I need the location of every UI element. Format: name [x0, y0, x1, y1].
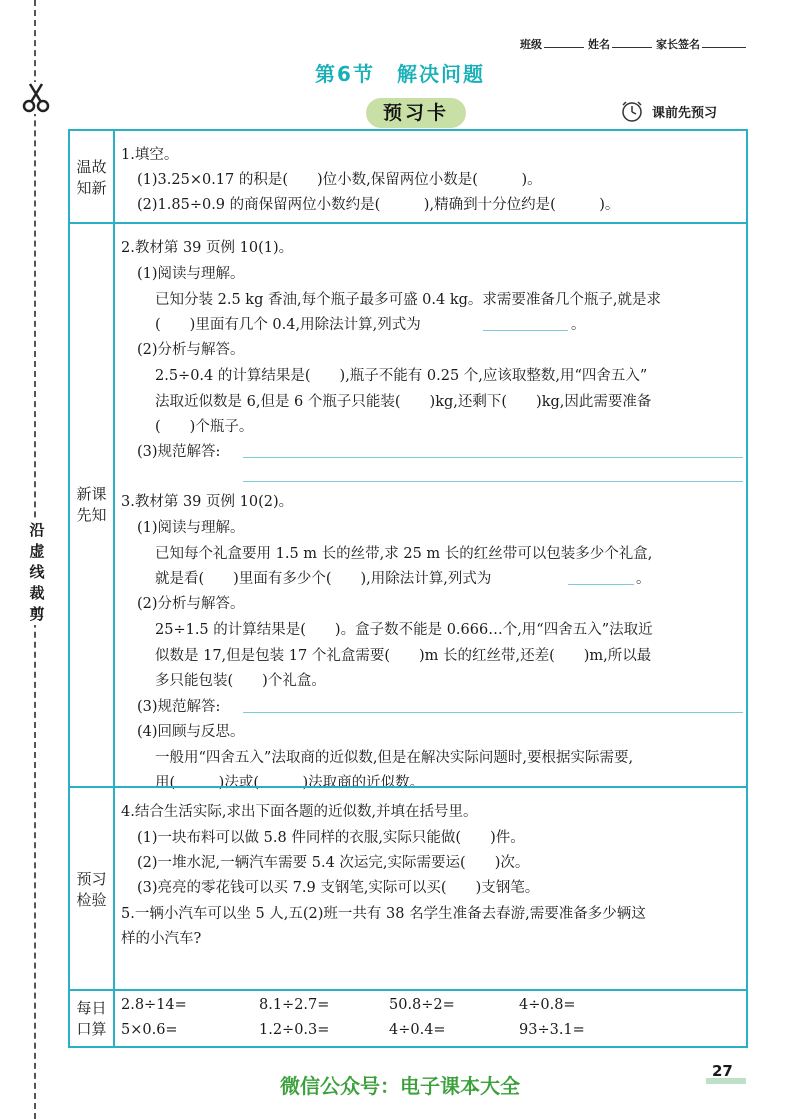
wechat-footer: 微信公众号：电子课本大全 — [280, 1074, 520, 1098]
arithmetic-problem: 8.1÷2.7= — [259, 997, 330, 1013]
exercise-table — [68, 129, 748, 1048]
new-line: 就是看( )里面有多少个( ),用除法计算,列式为 — [155, 571, 492, 587]
parent-signature-label: 家长签名 — [656, 38, 700, 51]
preview-line: (3)亮亮的零花钱可以买 7.9 支钢笔,实际可以买( )支钢笔。 — [137, 880, 540, 896]
arithmetic-problem: 4÷0.4= — [389, 1022, 446, 1038]
answer-line[interactable] — [568, 584, 634, 585]
arithmetic-problem: 50.8÷2= — [389, 997, 455, 1013]
new-line: 。 — [571, 317, 586, 333]
arithmetic-problem: 5×0.6= — [121, 1022, 178, 1038]
answer-line[interactable] — [483, 330, 568, 331]
preview-line: 4.结合生活实际,求出下面各题的近似数,并填在括号里。 — [121, 804, 478, 820]
arithmetic-problem: 1.2÷0.3= — [259, 1022, 330, 1038]
parent-signature-field[interactable] — [702, 47, 746, 48]
new-line: ( )里面有几个 0.4,用除法计算,列式为 — [155, 317, 421, 333]
new-line: 法取近似数是 6,但是 6 个瓶子只能装( )kg,还剩下( )kg,因此需要准备 — [155, 394, 652, 410]
new-line: 。 — [636, 571, 651, 587]
new-line: (2)分析与解答。 — [137, 342, 245, 358]
new-line: 多只能包装( )个礼盒。 — [155, 673, 326, 689]
new-line: (1)阅读与理解。 — [137, 520, 245, 536]
answer-line[interactable] — [243, 481, 743, 482]
clock-icon — [618, 99, 646, 123]
new-lesson-label: 新课先知 — [70, 224, 115, 786]
preview-line: 样的小汽车? — [121, 931, 202, 947]
new-line: (3)规范解答: — [137, 699, 221, 715]
new-line: ( )个瓶子。 — [155, 419, 254, 435]
new-line: 已知每个礼盒要用 1.5 m 长的丝带,求 25 m 长的红丝带可以包装多少个礼盒, — [155, 546, 653, 562]
new-line: 一般用“四舍五入”法取商的近似数,但是在解决实际问题时,要根据实际需要, — [155, 750, 634, 766]
new-line: 25÷1.5 的计算结果是( )。盒子数不能是 0.666…个,用“四舍五入”法取近 — [155, 622, 653, 638]
arithmetic-problem: 4÷0.8= — [519, 997, 576, 1013]
review-row — [70, 131, 746, 224]
section-title: 第6节 解决问题 — [315, 62, 485, 86]
arithmetic-problem: 93÷3.1= — [519, 1022, 585, 1038]
cut-instruction: 沿虚线裁剪 — [29, 521, 45, 623]
new-line: 用( )法或( )法取商的近似数。 — [155, 775, 425, 791]
preview-line: 5.一辆小汽车可以坐 5 人,五(2)班一共有 38 名学生准备去春游,需要准备多少辆这 — [121, 906, 646, 922]
preview-tag — [618, 99, 717, 123]
answer-line[interactable] — [243, 457, 743, 458]
class-label: 班级 — [520, 38, 542, 51]
name-label: 姓名 — [588, 38, 610, 51]
preview-check-label: 预习检验 — [70, 788, 115, 991]
new-line: 已知分装 2.5 kg 香油,每个瓶子最多可盛 0.4 kg。求需要准备几个瓶子,就是求 — [155, 292, 662, 308]
arithmetic-problem: 2.8÷14= — [121, 997, 187, 1013]
review-line: (2)1.85÷0.9 的商保留两位小数约是( ),精确到十分位约是( )。 — [137, 197, 620, 213]
class-field[interactable] — [544, 47, 584, 48]
new-line: 似数是 17,但是包装 17 个礼盒需要( )m 长的红丝带,还差( )m,所以最 — [155, 648, 652, 664]
student-info-header — [520, 36, 750, 52]
review-label: 温故知新 — [70, 131, 115, 224]
name-field[interactable] — [612, 47, 652, 48]
page-number: 27 — [712, 1062, 733, 1080]
preview-tag-label: 课前先预习 — [652, 105, 718, 121]
new-line: 2.5÷0.4 的计算结果是( ),瓶子不能有 0.25 个,应该取整数,用“四舍五入” — [155, 368, 648, 384]
new-line: (2)分析与解答。 — [137, 596, 245, 612]
preview-card-badge: 预习卡 — [366, 98, 466, 128]
new-line: (1)阅读与理解。 — [137, 266, 245, 282]
review-line: (1)3.25×0.17 的积是( )位小数,保留两位小数是( )。 — [137, 172, 542, 188]
new-line: (3)规范解答: — [137, 444, 221, 460]
new-line: (4)回顾与反思。 — [137, 724, 245, 740]
new-line: 2.教材第 39 页例 10(1)。 — [121, 240, 294, 256]
new-line: 3.教材第 39 页例 10(2)。 — [121, 494, 294, 510]
daily-arithmetic-row — [70, 989, 746, 1046]
preview-check-row — [70, 786, 746, 991]
new-lesson-row — [70, 222, 746, 791]
answer-line[interactable] — [243, 712, 743, 713]
preview-line: (2)一堆水泥,一辆汽车需要 5.4 次运完,实际需要运( )次。 — [137, 855, 530, 871]
review-line: 1.填空。 — [121, 147, 179, 163]
daily-arithmetic-label: 每日口算 — [70, 991, 115, 1046]
preview-line: (1)一块布料可以做 5.8 件同样的衣服,实际只能做( )件。 — [137, 830, 525, 846]
